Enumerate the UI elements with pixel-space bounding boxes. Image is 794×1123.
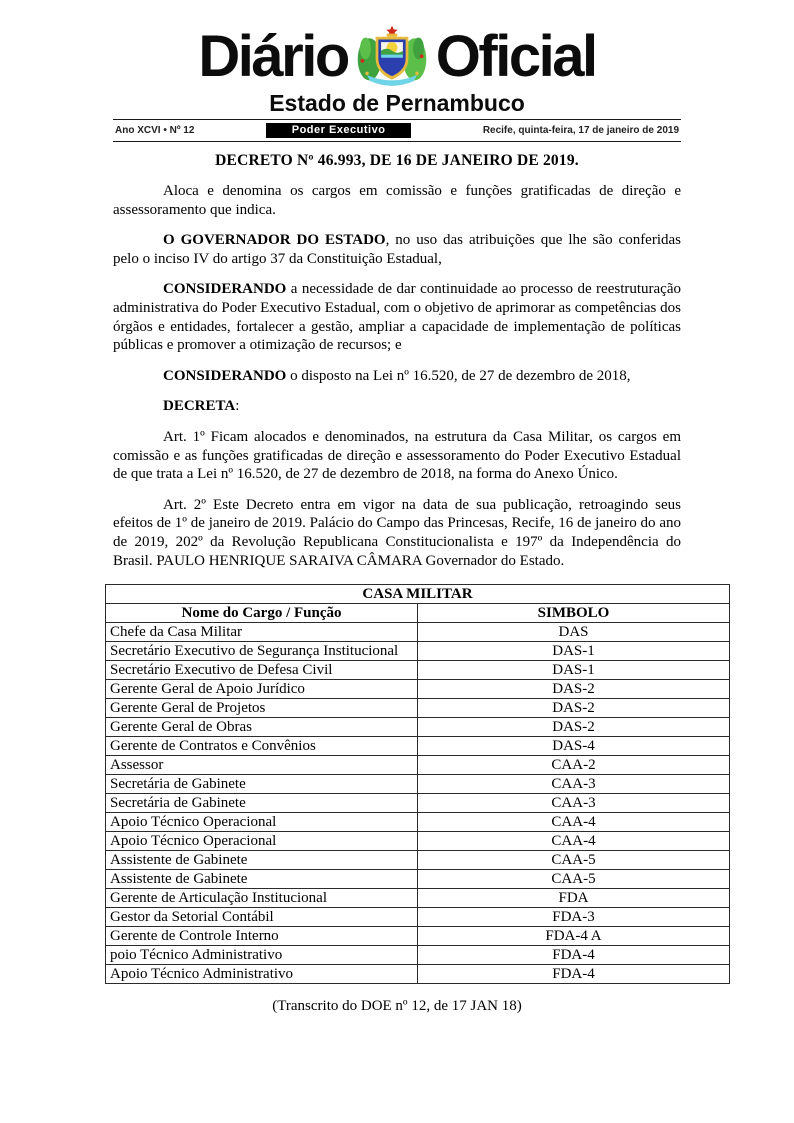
simbolo-cell: DAS-2 [418, 680, 730, 699]
table-row [106, 851, 730, 870]
cargo-table [105, 584, 730, 984]
paragraph-text: Art. 1º Ficam alocados e denominados, na estrutura da Casa Militar, os cargos em comissão e as funções gratificadas de direção e assessoramento do Poder Executivo Estadual de que trata a Lei nº 16.520, de 27 de dezembro de 2018, na forma do Anexo Único. [113, 428, 681, 483]
table-row [106, 813, 730, 832]
table-row [106, 699, 730, 718]
cargo-name-cell: poio Técnico Administrativo [106, 946, 418, 965]
table-row [106, 870, 730, 889]
simbolo-cell: CAA-2 [418, 756, 730, 775]
table-title: CASA MILITAR [106, 585, 730, 604]
paragraph-text: Aloca e denomina os cargos em comissão e funções gratificadas de direção e assessoramento que indica. [113, 183, 681, 218]
decree-paragraph-art1 [113, 428, 681, 484]
cargo-name-cell: Gerente de Controle Interno [106, 927, 418, 946]
cargo-name-cell: Apoio Técnico Administrativo [106, 965, 418, 984]
cargo-name-cell: Assistente de Gabinete [106, 851, 418, 870]
cargo-name-cell: Gerente de Articulação Institucional [106, 889, 418, 908]
cargo-name-cell: Secretária de Gabinete [106, 775, 418, 794]
decree-title: DECRETO Nº 46.993, DE 16 DE JANEIRO DE 2019. [215, 152, 579, 169]
decree-body [110, 152, 681, 1015]
cargo-name-cell: Assistente de Gabinete [106, 870, 418, 889]
table-title-row [106, 585, 730, 604]
simbolo-cell: FDA-4 [418, 965, 730, 984]
masthead-info-bar [113, 119, 681, 142]
table-row [106, 927, 730, 946]
paragraph-lead: DECRETA [163, 398, 236, 415]
cargo-table-body [106, 623, 730, 984]
paragraph-text: , no uso das atribuições que lhe são conferidas pelo o inciso IV do artigo 37 da Constituição Estadual, [113, 232, 681, 267]
cargo-table-head [106, 585, 730, 623]
simbolo-cell: DAS-2 [418, 699, 730, 718]
cargo-name-cell: Secretário Executivo de Defesa Civil [106, 661, 418, 680]
masthead-title-left: Diário [198, 24, 348, 89]
power-badge: Poder Executivo [266, 123, 412, 138]
simbolo-cell: CAA-3 [418, 775, 730, 794]
table-row [106, 623, 730, 642]
simbolo-cell: CAA-5 [418, 870, 730, 889]
simbolo-cell: CAA-3 [418, 794, 730, 813]
table-row [106, 642, 730, 661]
table-row [106, 965, 730, 984]
paragraph-lead: CONSIDERANDO [163, 367, 287, 384]
cargo-name-cell: Secretário Executivo de Segurança Institucional [106, 642, 418, 661]
cargo-name-cell: Gerente Geral de Apoio Jurídico [106, 680, 418, 699]
decree-paragraph-summary [113, 182, 681, 219]
table-header-row [106, 604, 730, 623]
paragraph-text: o disposto na Lei nº 16.520, de 27 de dezembro de 2018, [286, 367, 631, 384]
simbolo-cell: CAA-4 [418, 832, 730, 851]
simbolo-cell: FDA-4 [418, 946, 730, 965]
simbolo-cell: DAS-4 [418, 737, 730, 756]
decree-paragraph-considerando-1 [113, 280, 681, 354]
decree-paragraph-considerando-2 [113, 367, 681, 386]
paragraph-text: a necessidade de dar continuidade ao processo de reestruturação administrativa do Poder Executivo Estadual, com o objetivo de aprimorar as competências dos órgãos e entidades, fortalecer a gestão, ampliar a capacidade de implementação de políticas públicas e promover a otimização de recursos; e [113, 281, 681, 354]
column-header-simbolo: SIMBOLO [418, 604, 730, 623]
cargo-name-cell: Gestor da Setorial Contábil [106, 908, 418, 927]
table-row [106, 756, 730, 775]
table-row [106, 794, 730, 813]
table-row [106, 718, 730, 737]
decree-paragraph-art2 [113, 496, 681, 570]
edition-label: Ano XCVI • Nº 12 [115, 125, 195, 136]
annex-table-wrap [105, 584, 730, 984]
paragraph-lead: O GOVERNADOR DO ESTADO [163, 232, 386, 249]
cargo-name-cell: Assessor [106, 756, 418, 775]
simbolo-cell: CAA-4 [418, 813, 730, 832]
simbolo-cell: DAS-2 [418, 718, 730, 737]
table-row [106, 946, 730, 965]
simbolo-cell: FDA [418, 889, 730, 908]
masthead [0, 0, 794, 142]
cargo-name-cell: Apoio Técnico Operacional [106, 832, 418, 851]
decree-paragraph-governor [113, 231, 681, 268]
paragraph-lead: CONSIDERANDO [163, 281, 287, 298]
simbolo-cell: CAA-5 [418, 851, 730, 870]
simbolo-cell: DAS [418, 623, 730, 642]
decree-paragraph-decreta [113, 397, 681, 416]
cargo-name-cell: Gerente de Contratos e Convênios [106, 737, 418, 756]
simbolo-cell: FDA-3 [418, 908, 730, 927]
table-row [106, 832, 730, 851]
masthead-title-row [0, 0, 794, 90]
cargo-name-cell: Gerente Geral de Obras [106, 718, 418, 737]
masthead-subtitle: Estado de Pernambuco [269, 90, 525, 116]
paragraph-text: Art. 2º Este Decreto entra em vigor na data de sua publicação, retroagindo seus efeitos de 1º de janeiro de 2019. Palácio do Campo das Princesas, Recife, 16 de janeiro do ano de 2019, 202º da Revolução Republicana Constitucionalista e 197º da Independência do Brasil. PAULO HENRIQUE SARAIVA CÂMARA Governador do Estado. [113, 496, 681, 569]
cargo-name-cell: Secretária de Gabinete [106, 794, 418, 813]
table-row [106, 908, 730, 927]
dateline-label: Recife, quinta-feira, 17 de janeiro de 2019 [482, 125, 679, 136]
cargo-name-cell: Chefe da Casa Militar [106, 623, 418, 642]
table-row [106, 775, 730, 794]
simbolo-cell: DAS-1 [418, 661, 730, 680]
transcript-note: (Transcrito do DOE nº 12, de 17 JAN 18) [272, 998, 522, 1015]
column-header-cargo: Nome do Cargo / Função [106, 604, 418, 623]
table-row [106, 680, 730, 699]
table-row [106, 737, 730, 756]
paragraph-text: : [235, 398, 240, 415]
simbolo-cell: FDA-4 A [418, 927, 730, 946]
cargo-name-cell: Apoio Técnico Operacional [106, 813, 418, 832]
pernambuco-coat-of-arms-icon [353, 25, 431, 89]
cargo-name-cell: Gerente Geral de Projetos [106, 699, 418, 718]
table-row [106, 889, 730, 908]
masthead-title-right: Oficial [435, 24, 596, 89]
table-row [106, 661, 730, 680]
simbolo-cell: DAS-1 [418, 642, 730, 661]
